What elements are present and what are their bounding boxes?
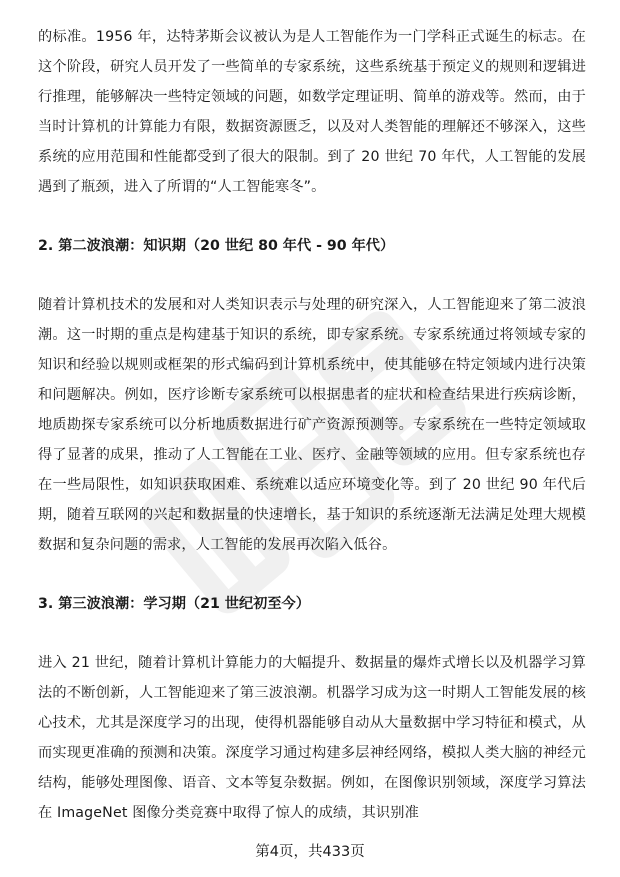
paragraph-second-wave: 随着计算机技术的发展和对人类知识表示与处理的研究深入，人工智能迎来了第二波浪潮。这一时期的重点是构建基于知识的系统，即专家系统。专家系统通过将领域专家的知识和经验以规则或框架的形式编码到计算机系统中，使其能够在特定领域内进行决策和问题解决。例如，医疗诊断专家系统可以根据患者的症状和检查结果进行疾病诊断，地质勘探专家系统可以分析地质数据进行矿产资源预测等。专家系统在一些特定领域取得了显著的成果，推动了人工智能在工业、医疗、金融等领域的应用。但专家系统也存在一些局限性，如知识获取困难、系统难以适应环境变化等。到了 20 世纪 90 年代后期，随着互联网的兴起和数据量的快速增长，基于知识的系统逐渐无法满足处理大规模数据和复杂问题的需求，人工智能的发展再次陷入低谷。 — [38, 297, 586, 553]
document-body — [38, 22, 586, 828]
paragraph-third-wave: 进入 21 世纪，随着计算机计算能力的大幅提升、数据量的爆炸式增长以及机器学习算法的不断创新，人工智能迎来了第三波浪潮。机器学习成为这一时期人工智能发展的核心技术，尤其是深度学习的出现，使得机器能够自动从大量数据中学习特征和模式，从而实现更准确的预测和决策。深度学习通过构建多层神经网络，模拟人类大脑的神经元结构，能够处理图像、语音、文本等复杂数据。例如，在图像识别领域，深度学习算法在 ImageNet 图像分类竞赛中取得了惊人的成绩，其识别准 — [38, 655, 586, 821]
section-heading-second-wave: 2. 第二波浪潮：知识期（20 世纪 80 年代 - 90 年代） — [38, 238, 395, 254]
page-number-footer: 第4页，共433页 — [255, 844, 365, 860]
paragraph-first-wave-continued: 的标准。1956 年，达特茅斯会议被认为是人工智能作为一门学科正式诞生的标志。在这个阶段，研究人员开发了一些简单的专家系统，这些系统基于预定义的规则和逻辑进行推理，能够解决一些特定领域的问题，如数学定理证明、简单的游戏等。然而，由于当时计算机的计算能力有限，数据资源匮乏，以及对人类智能的理解还不够深入，这些系统的应用范围和性能都受到了很大的限制。到了 20 世纪 70 年代，人工智能的发展遇到了瓶颈，进入了所谓的“人工智能寒冬”。 — [38, 29, 586, 195]
section-heading-third-wave: 3. 第三波浪潮：学习期（21 世纪初至今） — [38, 596, 310, 612]
